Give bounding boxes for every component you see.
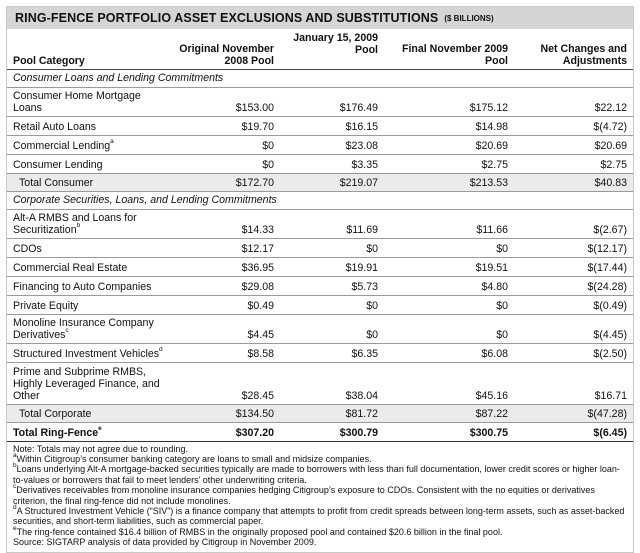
total-corporate-row <box>7 404 633 422</box>
row-label: Prime and Subprime RMBS, Highly Leveraged Finance, and Other <box>7 362 172 404</box>
cell-net-change: $(24.28) <box>512 276 633 295</box>
cell-final: $19.51 <box>384 257 512 276</box>
cell-original: $14.33 <box>172 209 280 238</box>
row-label: Total Consumer <box>7 173 172 191</box>
cell-january: $300.79 <box>280 422 384 441</box>
cell-january: $16.15 <box>280 116 384 135</box>
cell-final: $87.22 <box>384 404 512 422</box>
cell-final: $0 <box>384 295 512 314</box>
table-title: RING-FENCE PORTFOLIO ASSET EXCLUSIONS AND SUBSTITUTIONS <box>15 11 439 25</box>
cell-net-change: $(0.49) <box>512 295 633 314</box>
asset-table <box>7 29 633 442</box>
cell-final: $175.12 <box>384 87 512 116</box>
row-label: CDOs <box>7 238 172 257</box>
footnote-e: $^e$The ring-fence contained $16.4 billion of RMBS in the originally proposed pool and contained $20.6 billion in the final pool. <box>13 524 503 537</box>
row-label: Monoline Insurance Company Derivatives$^c$ <box>7 314 172 343</box>
cell-original: $29.08 <box>172 276 280 295</box>
cell-final: $45.16 <box>384 362 512 404</box>
cell-final: $4.80 <box>384 276 512 295</box>
cell-net-change: $16.71 <box>512 362 633 404</box>
row-label: Retail Auto Loans <box>7 116 172 135</box>
cell-january: $81.72 <box>280 404 384 422</box>
table-row <box>7 116 633 135</box>
table-notes <box>7 442 633 552</box>
cell-net-change: $20.69 <box>512 135 633 154</box>
row-label: Consumer Home Mortgage Loans <box>7 87 172 116</box>
cell-final: $0 <box>384 314 512 343</box>
row-label: Total Corporate <box>7 404 172 422</box>
cell-original: $0 <box>172 135 280 154</box>
table-row <box>7 154 633 173</box>
cell-final: $14.98 <box>384 116 512 135</box>
total-ring-fence-row <box>7 422 633 441</box>
header-final-pool: Final November 2009 Pool <box>402 42 508 67</box>
row-label: Financing to Auto Companies <box>7 276 172 295</box>
cell-january: $23.08 <box>280 135 384 154</box>
cell-final: $20.69 <box>384 135 512 154</box>
table-row <box>7 314 633 343</box>
cell-january: $19.91 <box>280 257 384 276</box>
cell-net-change: $(2.50) <box>512 343 633 362</box>
cell-net-change: $40.83 <box>512 173 633 191</box>
cell-original: $134.50 <box>172 404 280 422</box>
row-label: Private Equity <box>7 295 172 314</box>
section-label: Consumer Loans and Lending Commitments <box>7 69 633 87</box>
cell-original: $8.58 <box>172 343 280 362</box>
table-row <box>7 276 633 295</box>
cell-net-change: $(4.45) <box>512 314 633 343</box>
cell-original: $36.95 <box>172 257 280 276</box>
cell-january: $5.73 <box>280 276 384 295</box>
header-original-pool: Original November 2008 Pool <box>179 42 274 67</box>
table-row <box>7 362 633 404</box>
cell-original: $19.70 <box>172 116 280 135</box>
table-row <box>7 87 633 116</box>
cell-net-change: $(6.45) <box>512 422 633 441</box>
table-row <box>7 343 633 362</box>
table-row <box>7 238 633 257</box>
cell-original: $4.45 <box>172 314 280 343</box>
footnote-c: $^c$Derivatives receivables from monoline insurance companies hedging Citigroup’s exposure to CDOs. Consistent with the no equities or derivatives criterion, the final ring-fence did not include monolines. <box>13 483 595 506</box>
cell-final: $300.75 <box>384 422 512 441</box>
cell-net-change: $(4.72) <box>512 116 633 135</box>
row-label: Commercial Lending$^a$ <box>7 135 172 154</box>
cell-final: $213.53 <box>384 173 512 191</box>
cell-final: $6.08 <box>384 343 512 362</box>
cell-final: $2.75 <box>384 154 512 173</box>
header-row <box>7 29 633 69</box>
table-row <box>7 295 633 314</box>
table-unit: ($ BILLIONS) <box>444 13 494 23</box>
cell-original: $172.70 <box>172 173 280 191</box>
cell-original: $153.00 <box>172 87 280 116</box>
section-consumer <box>7 69 633 87</box>
row-label: Alt-A RMBS and Loans for Securitization$^b$ <box>7 209 172 238</box>
cell-net-change: $(12.17) <box>512 238 633 257</box>
cell-net-change: $(47.28) <box>512 404 633 422</box>
cell-original: $0.49 <box>172 295 280 314</box>
cell-original: $28.45 <box>172 362 280 404</box>
cell-final: $11.66 <box>384 209 512 238</box>
cell-january: $219.07 <box>280 173 384 191</box>
cell-original: $0 <box>172 154 280 173</box>
cell-january: $38.04 <box>280 362 384 404</box>
cell-january: $6.35 <box>280 343 384 362</box>
cell-original: $307.20 <box>172 422 280 441</box>
row-label: Consumer Lending <box>7 154 172 173</box>
footnote-d: $^d$A Structured Investment Vehicle (“SIV”) is a finance company that attempts to profit from credit spreads between long-term assets, such as asset-backed securities, and short-term liabilities, such as commercial paper. <box>13 503 625 527</box>
total-consumer-row <box>7 173 633 191</box>
note-rounding: Note: Totals may not agree due to rounding. <box>13 443 188 454</box>
row-label: Total Ring-Fence$^e$ <box>7 422 172 441</box>
row-label: Structured Investment Vehicles$^d$ <box>7 343 172 362</box>
cell-net-change: $22.12 <box>512 87 633 116</box>
cell-january: $3.35 <box>280 154 384 173</box>
cell-january: $176.49 <box>280 87 384 116</box>
cell-january: $11.69 <box>280 209 384 238</box>
cell-january: $0 <box>280 295 384 314</box>
cell-january: $0 <box>280 238 384 257</box>
title-bar <box>7 7 633 29</box>
header-net-changes: Net Changes and Adjustments <box>540 42 627 67</box>
header-january-pool: January 15, 2009 Pool <box>293 32 378 56</box>
cell-final: $0 <box>384 238 512 257</box>
source-note: Source: SIGTARP analysis of data provided by Citigroup in November 2009. <box>13 537 317 548</box>
cell-net-change: $(2.67) <box>512 209 633 238</box>
table-row <box>7 209 633 238</box>
ring-fence-table-exhibit <box>6 6 634 553</box>
cell-net-change: $(17.44) <box>512 257 633 276</box>
footnote-a: $^a$Within Citigroup’s consumer banking category are loans to small and midsize companies. <box>13 451 372 464</box>
table-row <box>7 135 633 154</box>
table-row <box>7 257 633 276</box>
cell-net-change: $2.75 <box>512 154 633 173</box>
footnote-b: $^b$Loans underlying Alt-A mortgage-backed securities typically are made to borrowers with less than full documentation, lower credit scores or higher loan-to-values or borrowers that fail to meet lenders’ other underwriting criteria. <box>13 462 620 485</box>
cell-january: $0 <box>280 314 384 343</box>
section-corporate <box>7 191 633 209</box>
cell-original: $12.17 <box>172 238 280 257</box>
section-label: Corporate Securities, Loans, and Lending Commitments <box>7 191 633 209</box>
header-pool-category: Pool Category <box>13 54 85 67</box>
row-label: Commercial Real Estate <box>7 257 172 276</box>
